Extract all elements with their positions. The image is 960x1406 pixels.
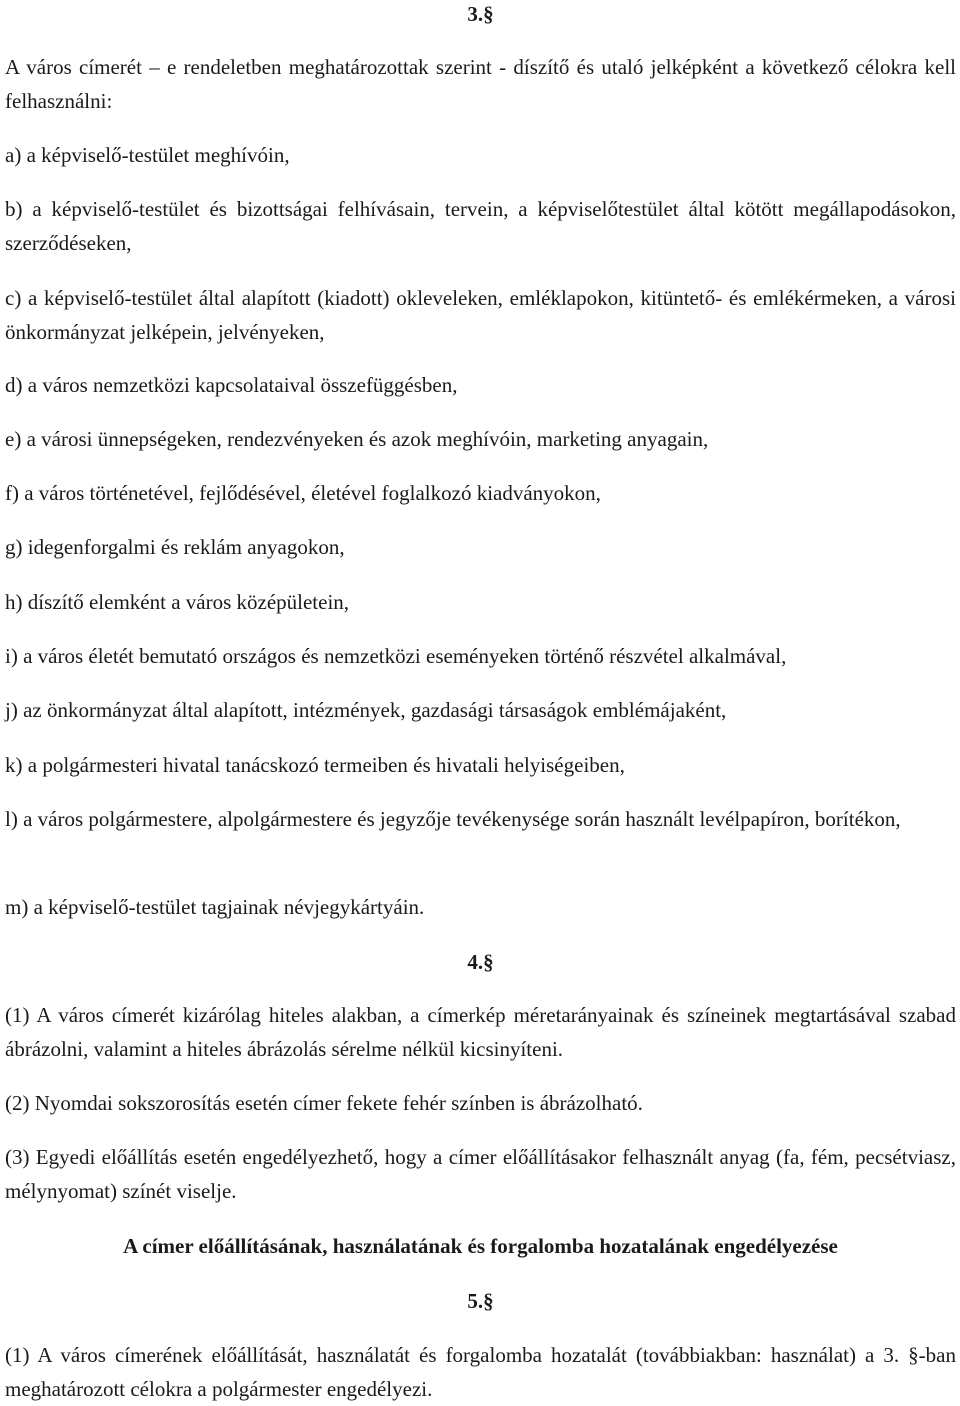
section-3-intro: A város címerét – e rendeletben meghatározottak szerint - díszítő és utaló jelképként a következő célokra kell felhasználni: [5,55,956,113]
section-3-item-a: a) a képviselő-testület meghívóin, [5,143,290,167]
section-3-number: 3.§ [467,2,494,26]
section-4-paragraph-2: (2) Nyomdai sokszorosítás esetén címer fekete fehér színben is ábrázolható. [5,1091,643,1115]
section-3-item-i: i) a város életét bemutató országos és nemzetközi eseményeken történő részvétel alkalmával, [5,644,787,668]
chapter-heading: A címer előállításának, használatának és forgalomba hozatalának engedélyezése [123,1234,838,1258]
section-3-item-m: m) a képviselő-testület tagjainak névjegykártyáin. [5,895,425,919]
section-3-item-j: j) az önkormányzat által alapított, intézmények, gazdasági társaságok emblémájaként, [5,698,727,722]
section-3-item-d: d) a város nemzetközi kapcsolataival összefüggésben, [5,373,458,397]
section-3-item-g: g) idegenforgalmi és reklám anyagokon, [5,535,345,559]
section-3-item-h: h) díszítő elemként a város középületein, [5,590,350,614]
section-3-item-b: b) a képviselő-testület és bizottságai felhívásain, tervein, a képviselőtestület által kötött megállapodásokon, szerződéseken, [5,197,956,255]
section-5-number: 5.§ [467,1289,494,1313]
section-3-item-f: f) a város történetével, fejlődésével, életével foglalkozó kiadványokon, [5,481,601,505]
section-3-item-k: k) a polgármesteri hivatal tanácskozó termeiben és hivatali helyiségeiben, [5,753,625,777]
section-4-number: 4.§ [467,950,494,974]
section-5-paragraph-1: (1) A város címerének előállítását, használatát és forgalomba hozatalát (továbbiakban: használat) a 3. §-ban meghatározott célokra a polgármester engedélyezi. [5,1343,956,1401]
section-4-paragraph-3: (3) Egyedi előállítás esetén engedélyezhető, hogy a címer előállításakor felhasznált anyag (fa, fém, pecsétviasz, mélynyomat) színét viselje. [5,1145,956,1203]
section-4-paragraph-1: (1) A város címerét kizárólag hiteles alakban, a címerkép méretarányainak és színeinek megtartásával szabad ábrázolni, valamint a hiteles ábrázolás sérelme nélkül kicsinyíteni. [5,1003,956,1061]
section-3-item-l: l) a város polgármestere, alpolgármestere és jegyzője tevékenysége során használt levélpapíron, borítékon, [5,807,901,831]
section-3-item-e: e) a városi ünnepségeken, rendezvényeken és azok meghívóin, marketing anyagain, [5,427,709,451]
section-3-item-c: c) a képviselő-testület által alapított (kiadott) okleveleken, emléklapokon, kitüntető- és emlékérmeken, a városi önkormányzat jelképein, jelvényeken, [5,286,956,344]
